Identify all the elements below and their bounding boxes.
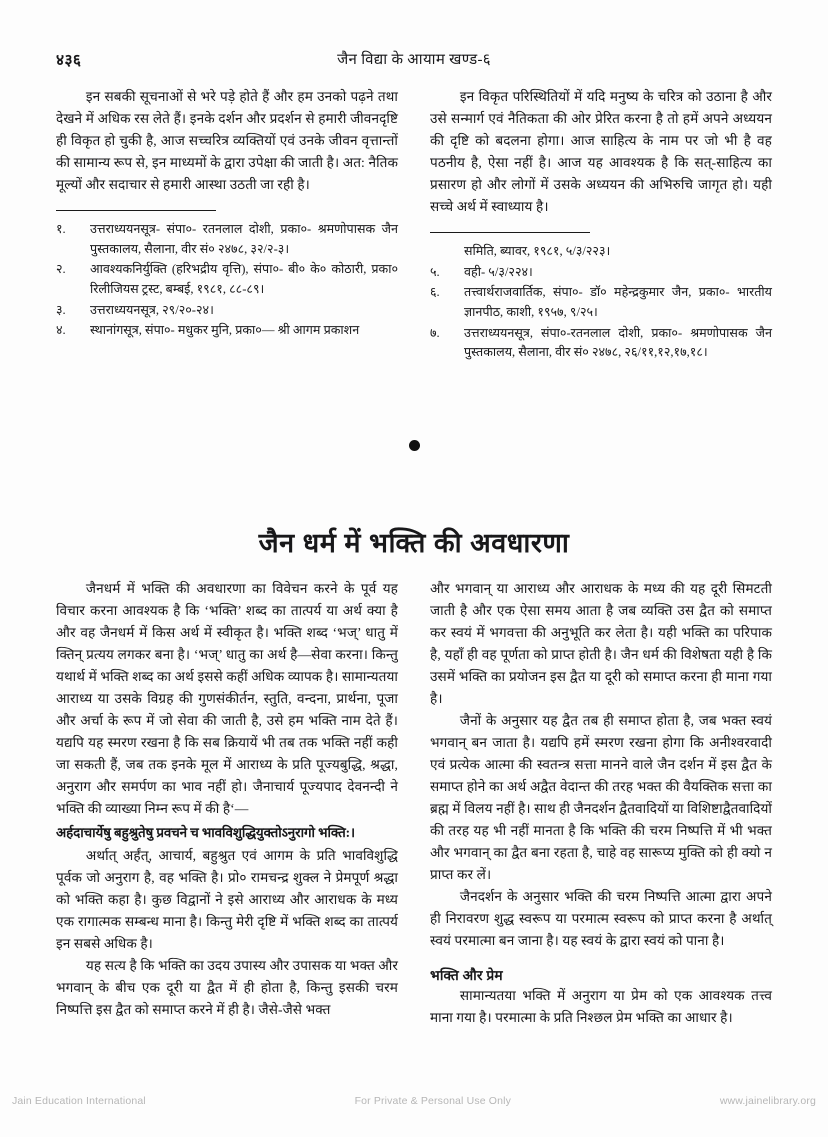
footnote-number: २. <box>56 262 66 277</box>
article-left-paragraph-3: यह सत्य है कि भक्ति का उदय उपास्य और उपासक या भक्त और भगवान् के बीच एक दूरी या द्वैत में ही होता है, किन्तु इसकी चरम निष्पत्ति इस द्वैत को समाप्त करने में ही है। जैसे-जैसे भक्त <box>56 958 398 1018</box>
footnote-number: ३. <box>56 302 66 317</box>
top-right-paragraph: इन विकृत परिस्थितियों में यदि मनुष्य के चरित्र को उठाना है और उसे सन्मार्ग एवं नैतिकता की ओर प्रेरित करना है तो हमें अपने अध्ययन की दृष्टि को बदलना होगा। आज साहित्य के नाम पर जो भी है वह पठनीय है, ऐसा नहीं है। आज यह आवश्यक है कि सत्-साहित्य का प्रसारण हो और लोगों में उसके अध्ययन की अभिरुचि जागृत हो। यही सच्चे अर्थ में स्वाध्याय है। <box>430 89 772 215</box>
footnote-item <box>56 321 398 341</box>
footnote-item-continuation <box>430 242 772 262</box>
top-right-column <box>430 86 772 364</box>
footnote-number: ७. <box>430 325 440 340</box>
article-left-column <box>56 578 398 1029</box>
article-left-paragraph-1: जैनधर्म में भक्ति की अवधारणा का विवेचन करने के पूर्व यह विचार करना आवश्यक है कि ‘भक्ति’ शब्द का तात्पर्य या अर्थ क्या है और वह जैनधर्म में किस अर्थ में स्वीकृत है। भक्ति शब्द ‘भज्’ धातु में क्तिन् प्रत्यय लगकर बना है। ‘भज्’ धातु का अर्थ है—सेवा करना। किन्तु यथार्थ में भक्ति शब्द का अर्थ इससे कहीं अधिक व्यापक है। सामान्यतया आराध्य या उसके विग्रह की गुणसंकीर्तन, स्तुति, वन्दना, प्रार्थना, पूजा और अर्चा के रूप में जो सेवा की जाती है, उसे हम भक्ति नाम देते हैं। यद्यपि यह स्मरण रखना है कि सब क्रियायें भी तब तक भक्ति नहीं कही जा सकती हैं, जब तक इनके मूल में आराध्य के प्रति पूज्यबुद्धि, श्रद्धा, अनुराग और समर्पण का भाव नहीं हो। जैनाचार्य पूज्यपाद देवनन्दी ने भक्ति की व्याख्या निम्न रूप में की है‘— <box>56 581 398 817</box>
footer-center-text: For Private & Personal Use Only <box>354 1095 511 1107</box>
footnote-number: ६. <box>430 285 440 300</box>
subsection-heading: भक्ति और प्रेम <box>430 968 503 984</box>
top-left-column <box>56 86 398 364</box>
top-left-paragraph: इन सबकी सूचनाओं से भरे पड़े होते हैं और हम उनको पढ़ने तथा देखने में अधिक रस लेते हैं। इनके दर्शन और प्रदर्शन से हमारी जीवनदृष्टि ही विकृत हो चुकी है, आज सच्चरित्र व्यक्तियों एवं उनके जीवन वृत्तान्तों की सामान्य रूप से, इन माध्यमों के द्वारा उपेक्षा की जाती है। अत: नैतिक मूल्यों और सदाचार से हमारी आस्था उठती जा रही है। <box>56 89 398 193</box>
article-right-column <box>430 578 772 1029</box>
footnote-number: ५. <box>430 264 440 279</box>
footnote-separator-rule <box>430 232 590 233</box>
article-right-paragraph-3: जैनदर्शन के अनुसार भक्ति की चरम निष्पत्ति आत्मा द्वारा अपने ही निरावरण शुद्ध स्वरूप या परमात्म स्वरूप को प्राप्त करना है अर्थात् स्वयं परमात्मा बन जाना है। यह स्वयं के द्वारा स्वयं को पाना है। <box>430 889 772 949</box>
article-title: जैन धर्म में भक्ति की अवधारणा <box>258 528 570 559</box>
footer-left-text: Jain Education International <box>12 1095 146 1107</box>
footnote-text: समिति, ब्यावर, १९८१, ५/३/२२३। <box>464 244 611 259</box>
sanskrit-quote: अर्हदाचार्येषु बहुश्रुतेषु प्रवचने च भावविशुद्धियुक्तोऽनुरागो भक्ति:। <box>56 825 355 841</box>
footnote-text: आवश्यकनिर्युक्ति (हरिभद्रीय वृत्ति), संपा०- बी० के० कोठारी, प्रका० रिलीजियस ट्रस्ट, बम्बई, १९८१, ८८-८९। <box>90 262 398 296</box>
left-footnote-list <box>56 220 398 341</box>
footnote-item <box>56 260 398 299</box>
footnote-text: स्थानांगसूत्र, संपा०- मधुकर मुनि, प्रका०— श्री आगम प्रकाशन <box>90 323 360 338</box>
running-head <box>56 48 772 74</box>
footnote-text: वही- ५/३/२२४। <box>464 264 533 279</box>
section-divider <box>0 438 828 456</box>
top-section-columns <box>56 86 772 364</box>
running-head-title: जैन विद्या के आयाम खण्ड-६ <box>337 52 491 68</box>
footnote-item <box>56 301 398 321</box>
bullet-dot-icon <box>409 440 420 451</box>
footnote-text: तत्त्वार्थराजवार्तिक, संपा०- डॉ० महेन्द्रकुमार जैन, प्रका०- भारतीय ज्ञानपीठ, काशी, १९५७, ९/२५। <box>464 285 772 320</box>
footnote-separator-rule <box>56 210 216 211</box>
footnote-text: उत्तराध्ययनसूत्र- संपा०- रतनलाल दोशी, प्रका०- श्रमणोपासक जैन पुस्तकालय, सैलाना, वीर सं० २४७८, ३२/२-३। <box>90 222 398 256</box>
footnote-item <box>430 283 772 322</box>
article-columns <box>56 578 772 1029</box>
article-left-paragraph-2: अर्थात् अर्हंत्, आचार्य, बहुश्रुत एवं आगम के प्रति भावविशुद्धि पूर्वक जो अनुराग है, वह भक्ति है। प्रो० रामचन्द्र शुक्ल ने प्रेमपूर्ण श्रद्धा को भक्ति कहा है। कुछ विद्वानों ने इसे आराध्य और आराधक के मध्य एक रागात्मक सम्बन्ध माना है। किन्तु मेरी दृष्टि में भक्ति शब्द का तात्पर्य इन सबसे अधिक है। <box>56 848 398 952</box>
footnote-number: ४. <box>56 323 66 338</box>
footnote-item <box>56 220 398 259</box>
footnote-number: १. <box>56 222 66 237</box>
footnote-item <box>430 324 772 363</box>
footer-right-url: www.jainelibrary.org <box>719 1095 816 1107</box>
footnote-text: उत्तराध्ययनसूत्र, संपा०-रतनलाल दोशी, प्रका०- श्रमणोपासक जैन पुस्तकालय, सैलाना, वीर सं० २४७८, २६/११,१२,१७,१८। <box>464 325 772 360</box>
article-right-paragraph-4: सामान्यतया भक्ति में अनुराग या प्रेम को एक आवश्यक तत्त्व माना गया है। परमात्मा के प्रति निश्छल प्रेम भक्ति का आधार है। <box>430 988 772 1026</box>
footnote-text: उत्तराध्ययनसूत्र, २९/२०-२४। <box>90 302 214 317</box>
footnote-item <box>430 263 772 283</box>
article-right-paragraph-2: जैनों के अनुसार यह द्वैत तब ही समाप्त होता है, जब भक्त स्वयं भगवान् बन जाता है। यद्यपि हमें स्मरण रखना होगा कि अनीश्वरवादी एवं प्रत्येक आत्मा की स्वतन्त्र सत्ता मानने वाले जैन दर्शन में इस द्वैत के समाप्त होने का अर्थ अद्वैत वेदान्त की तरह भक्त की वैयक्तिक सत्ता का ब्रह्म में विलय नहीं है। साथ ही जैनदर्शन द्वैतवादियों या विशिष्टाद्वैतवादियों की तरह यह भी नहीं मानता है कि भक्ति की चरम निष्पत्ति में भी भक्त और भगवान् का द्वैत बना रहता है, चाहे वह सारूप्य मुक्ति को ही क्यो न प्राप्त कर लें। <box>430 713 772 883</box>
page-footer <box>12 1095 816 1107</box>
article-right-paragraph-1: और भगवान् या आराध्य और आराधक के मध्य की यह दूरी सिमटती जाती है और एक ऐसा समय आता है जब व्यक्ति उस द्वैत को समाप्त कर स्वयं में भगवत्ता की अनुभूति कर लेता है। यही भक्ति का परिपाक है, यहाँ ही वह पूर्णता को प्राप्त होती है। जैन धर्म की विशेषता यही है कि उसमें भक्ति का प्रयोजन इस द्वैत या दूरी को समाप्त करना ही माना गया है। <box>430 581 772 707</box>
page-number: ४३६ <box>56 52 82 69</box>
right-footnote-list <box>430 242 772 363</box>
